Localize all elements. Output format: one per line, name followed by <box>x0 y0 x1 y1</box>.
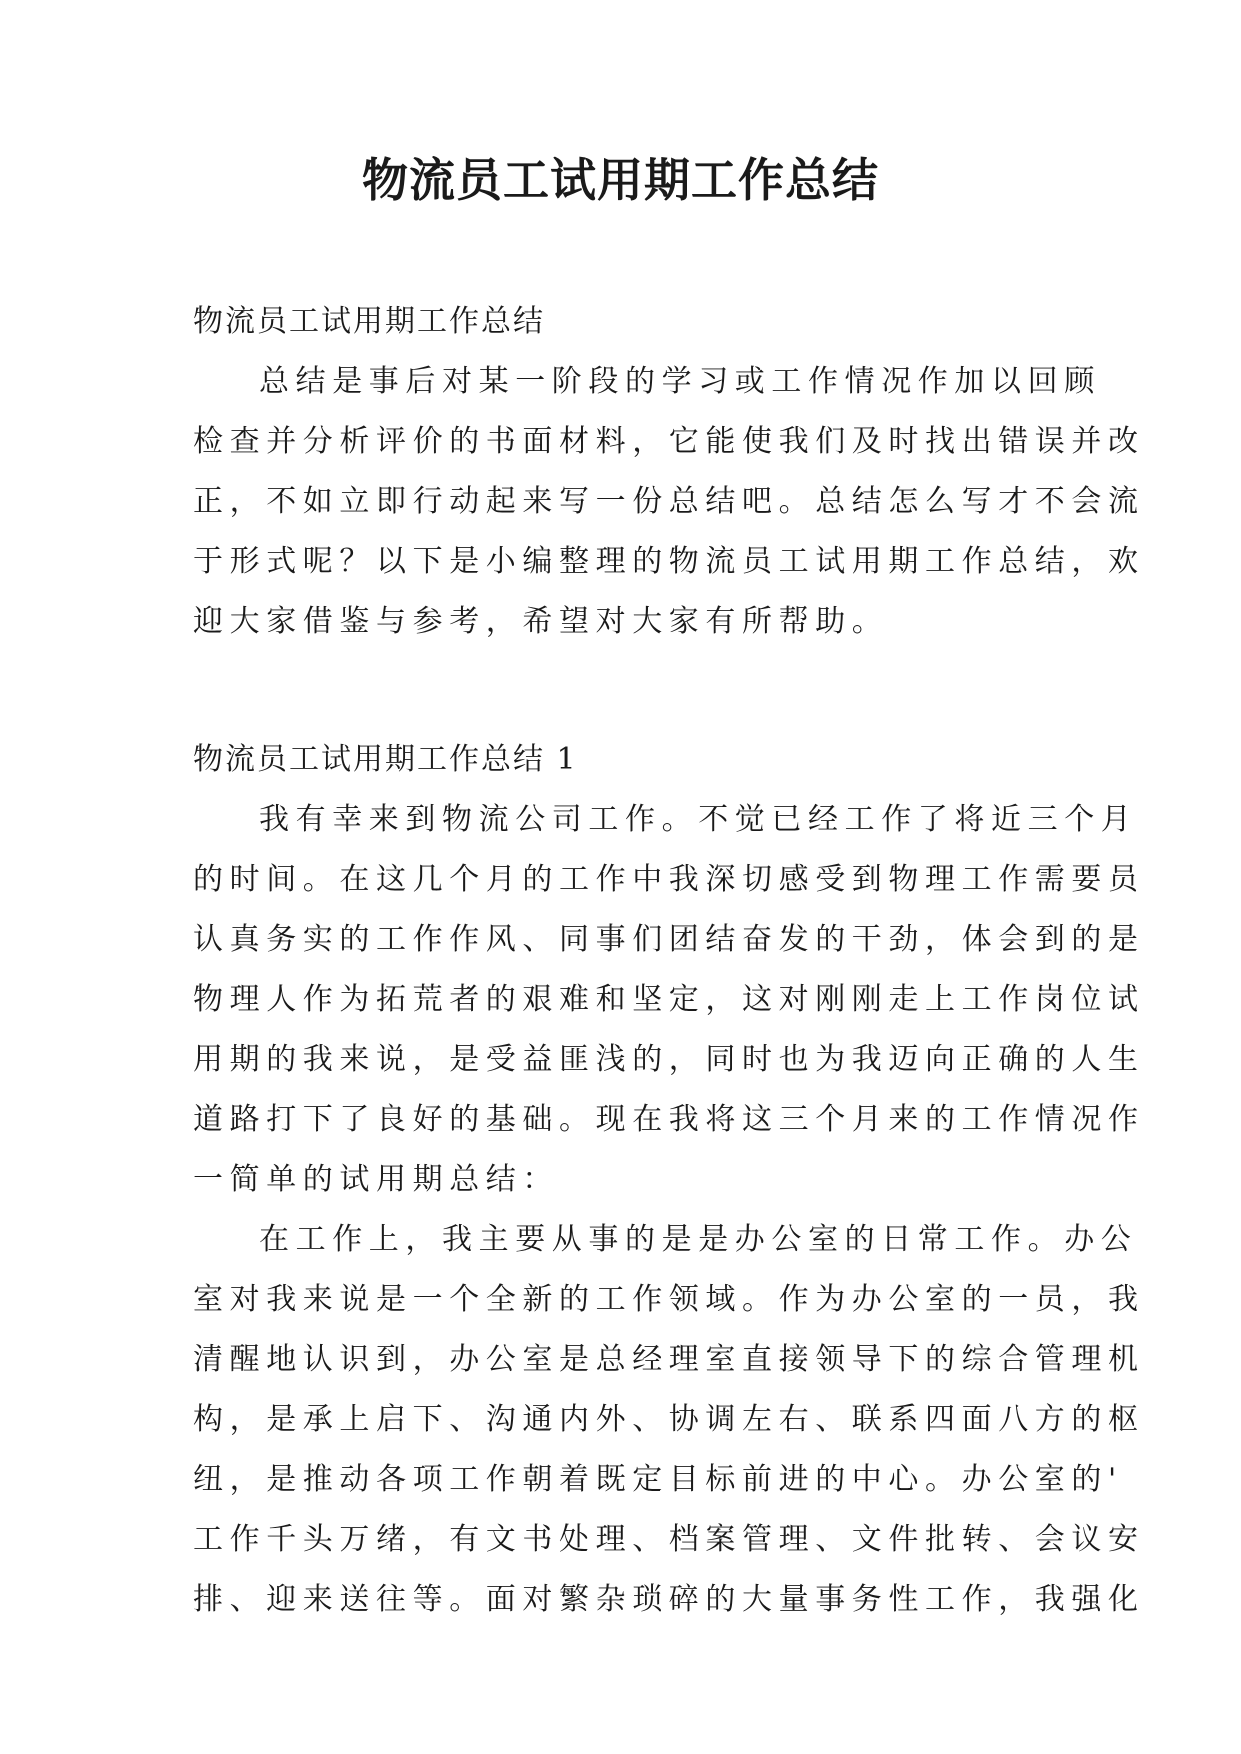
section-spacer <box>193 652 1055 730</box>
text-line: 总结是事后对某一阶段的学习或工作情况作加以回顾 <box>259 364 1101 399</box>
text-line: 一简单的试用期总结： <box>193 1162 559 1197</box>
text-line: 在工作上，我主要从事的是是办公室的日常工作。办公 <box>259 1222 1138 1257</box>
text-line: 用期的我来说，是受益匪浅的，同时也为我迈向正确的人生 <box>193 1042 1145 1077</box>
text-line: 排、迎来送往等。面对繁杂琐碎的大量事务性工作，我强化 <box>193 1582 1145 1617</box>
section1-paragraph-2 <box>193 1210 1145 1630</box>
section1-heading: 物流员工试用期工作总结 1 <box>193 742 578 777</box>
intro-heading: 物流员工试用期工作总结 <box>193 304 545 339</box>
text-line: 纽，是推动各项工作朝着既定目标前进的中心。办公室的' <box>193 1462 1123 1497</box>
text-line: 道路打下了良好的基础。现在我将这三个月来的工作情况作 <box>193 1102 1145 1137</box>
text-line: 室对我来说是一个全新的工作领域。作为办公室的一员，我 <box>193 1282 1145 1317</box>
text-line: 迎大家借鉴与参考，希望对大家有所帮助。 <box>193 604 889 639</box>
text-line: 清醒地认识到，办公室是总经理室直接领导下的综合管理机 <box>193 1342 1145 1377</box>
text-line: 构，是承上启下、沟通内外、协调左右、联系四面八方的枢 <box>193 1402 1145 1437</box>
text-line: 我有幸来到物流公司工作。不觉已经工作了将近三个月 <box>259 802 1138 837</box>
text-line: 物理人作为拓荒者的艰难和坚定，这对刚刚走上工作岗位试 <box>193 982 1145 1017</box>
section1-paragraph-1 <box>193 790 1145 1210</box>
text-line: 的时间。在这几个月的工作中我深切感受到物理工作需要员 <box>193 862 1145 897</box>
text-line: 工作千头万绪，有文书处理、档案管理、文件批转、会议安 <box>193 1522 1145 1557</box>
text-line: 检查并分析评价的书面材料，它能使我们及时找出错误并改 <box>193 424 1145 459</box>
intro-paragraph <box>193 352 1145 652</box>
text-line: 正，不如立即行动起来写一份总结吧。总结怎么写才不会流 <box>193 484 1145 519</box>
text-line: 于形式呢？以下是小编整理的物流员工试用期工作总结，欢 <box>193 544 1145 579</box>
document-body <box>193 292 1145 1630</box>
document-title: 物流员工试用期工作总结 <box>362 153 879 207</box>
text-line: 认真务实的工作作风、同事们团结奋发的干劲，体会到的是 <box>193 922 1145 957</box>
